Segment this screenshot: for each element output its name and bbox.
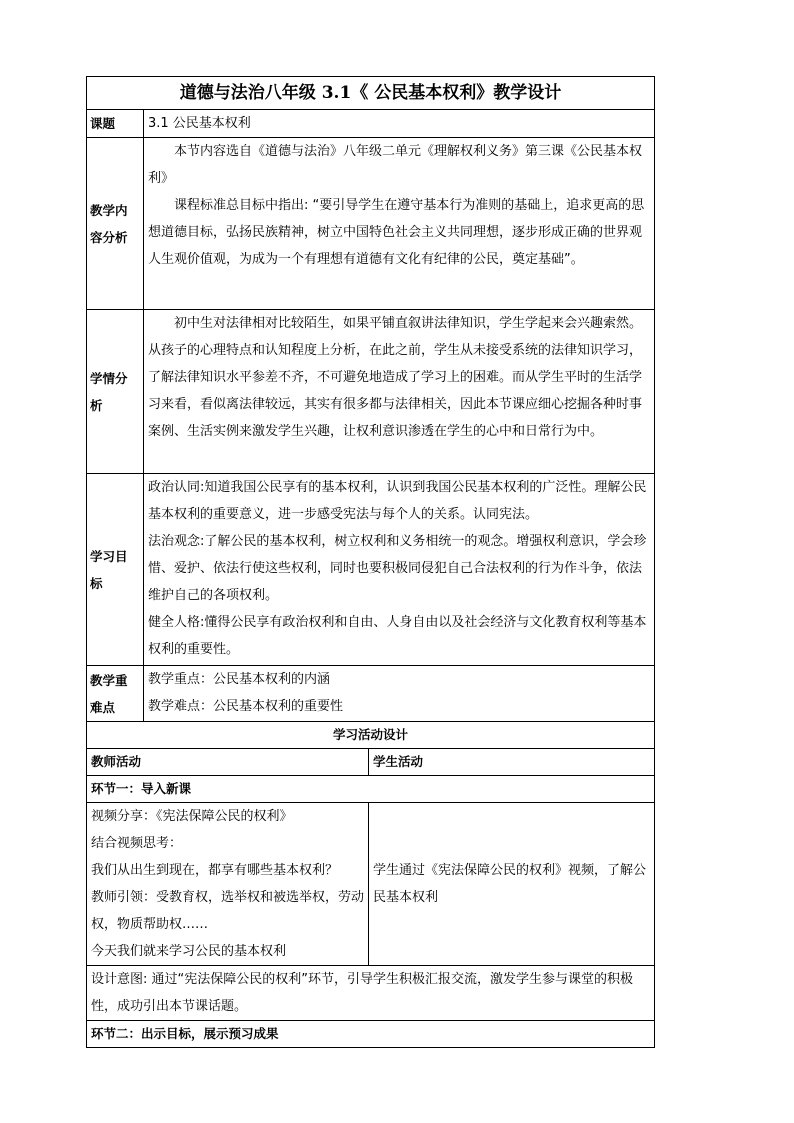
teacher-line: 我们从出生到现在，都享有哪些基本权利？: [91, 863, 339, 878]
student-analysis-body: [144, 310, 655, 474]
page-title: 道德与法治八年级 3.1《 公民基本权利》教学设计: [87, 77, 655, 110]
step2-title: 环节二：出示目标，展示预习成果: [87, 1021, 655, 1048]
objectives-row: [87, 474, 655, 666]
activity-section-title: 学习活动设计: [87, 722, 655, 749]
teacher-line: 教师引领：受教育权，选举权和被选举权，劳动权，物质帮助权……: [91, 890, 365, 932]
key-point: 教学重点：公民基本权利的内涵: [148, 672, 331, 687]
student-activity-header: 学生活动: [369, 749, 655, 776]
key-points-body: [144, 666, 655, 722]
teacher-line: 结合视频思考：: [91, 836, 183, 851]
topic-label: 课题: [87, 110, 144, 138]
student-analysis-label: 学情分 析: [87, 310, 144, 474]
activity-header-row: [87, 749, 655, 776]
teacher-activity-body: [87, 803, 369, 966]
difficult-point: 教学难点：公民基本权利的重要性: [148, 699, 344, 714]
content-analysis-label: 教学内 容分析: [87, 138, 144, 310]
topic-row: [87, 110, 655, 138]
step2-row: [87, 1021, 655, 1048]
step1-title: 环节一：导入新课: [87, 776, 655, 803]
key-points-row: [87, 666, 655, 722]
objective-legal: 法治观念:了解公民的基本权利，树立权利和义务相统一的观念。增强权利意识，学会珍惜、爱护、依法行使这些权利，同时也要积极同侵犯自己合法权利的行为作斗争，依法维护自己的各项权利。: [148, 534, 647, 603]
objective-personality: 健全人格:懂得公民享有政治权利和自由、人身自由以及社会经济与文化教育权利等基本权利的重要性。: [148, 615, 647, 657]
design-intent-row: [87, 966, 655, 1021]
teacher-line: 视频分享：《宪法保障公民的权利》: [91, 809, 293, 824]
topic-value: 3.1 公民基本权利: [144, 110, 655, 138]
title-row: [87, 77, 655, 110]
content-analysis-row: [87, 138, 655, 310]
teacher-activity-header: 教师活动: [87, 749, 369, 776]
activity-section-row: [87, 722, 655, 749]
lesson-plan-page: [86, 76, 654, 1048]
content-analysis-p1: 本节内容选自《道德与法治》八年级二单元《理解权利义务》第三课《公民基本权利》: [148, 144, 643, 186]
teacher-line: 今天我们就来学习公民的基本权利: [91, 944, 287, 959]
content-analysis-p2: 课程标准总目标中指出: “要引导学生在遵守基本行为准则的基础上，追求更高的思想道德目标，弘扬民族精神，树立中国特色社会主义共同理想，逐步形成正确的世界观人生观价值观，为成为一个有理想有道德有文化有纪律的公民，奠定基础”。: [148, 198, 645, 267]
design-intent: 设计意图: 通过“宪法保障公民的权利”环节，引导学生积极汇报交流，激发学生参与课堂的积极性，成功引出本节课话题。: [87, 966, 655, 1021]
objective-political: 政治认同:知道我国公民享有的基本权利，认识到我国公民基本权利的广泛性。理解公民基本权利的重要意义，进一步感受宪法与每个人的关系。认同宪法。: [148, 480, 647, 522]
key-points-label: 教学重 难点: [87, 666, 144, 722]
objectives-label: 学习目 标: [87, 474, 144, 666]
step1-content-row: [87, 803, 655, 966]
step1-row: [87, 776, 655, 803]
student-analysis-p1: 初中生对法律相对比较陌生，如果平铺直叙讲法律知识，学生学起来会兴趣索然。从孩子的心理特点和认知程度上分析，在此之前，学生从未接受系统的法律知识学习，了解法律知识水平参差不齐，不可避免地造成了学习上的困难。而从学生平时的生活学习来看，看似离法律较远，其实有很多都与法律相关，因此本节课应细心挖掘各种时事案例、生活实例来激发学生兴趣，让权利意识渗透在学生的心中和日常行为中。: [148, 316, 643, 439]
content-analysis-body: [144, 138, 655, 310]
lesson-plan-table: [86, 76, 655, 1048]
student-activity-body: 学生通过《宪法保障公民的权利》视频，了解公民基本权利: [369, 803, 655, 966]
student-analysis-row: [87, 310, 655, 474]
objectives-body: [144, 474, 655, 666]
